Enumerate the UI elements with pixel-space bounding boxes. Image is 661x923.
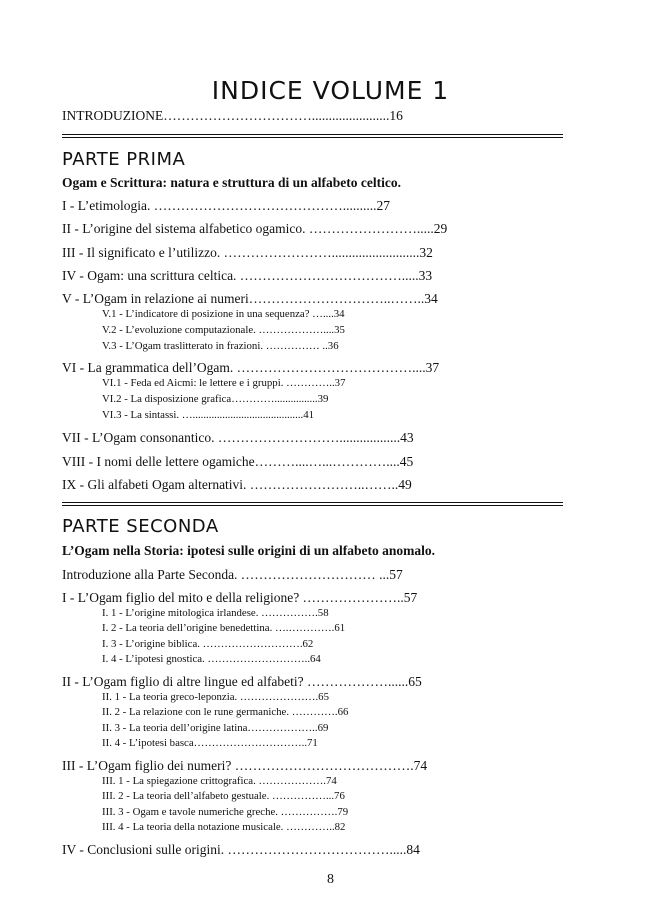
toc-entry: IX - Gli alfabeti Ogam alternativi. ……………………..……..49 [62,477,412,492]
part-subtitle: Ogam e Scrittura: natura e struttura di un alfabeto celtico. [62,175,401,190]
toc-entry: III - L’Ogam figlio dei numeri? ………………………………….74 [62,758,428,773]
toc-entry-introduzione: INTRODUZIONE…………………………….......................16 [62,108,403,123]
part-title: PARTE SECONDA [62,516,219,537]
toc-subentry: I. 4 - L’ipotesi gnostica. ………………………..64 [102,653,321,665]
toc-entry: Introduzione alla Parte Seconda. ………………………… ...57 [62,567,403,582]
toc-entry: II - L’Ogam figlio di altre lingue ed alfabeti? ………………......65 [62,674,422,689]
toc-subentry: III. 4 - La teoria della notazione musicale. …………..82 [102,821,346,833]
toc-subentry: VI.2 - La disposizione grafica…………................39 [102,393,329,405]
toc-entry: IV - Conclusioni sulle origini. ……………………………….....84 [62,842,420,857]
toc-subentry: I. 2 - La teoria dell’origine benedettina. ….………….61 [102,622,346,634]
page-title: INDICE VOLUME 1 [211,76,450,105]
toc-subentry: II. 3 - La teoria dell’origine latina………………..69 [102,722,329,734]
toc-entry: VII - L’Ogam consonantico. ………………………..................43 [62,430,414,445]
toc-subentry: I. 3 - L’origine biblica. ……………………….62 [102,638,314,650]
toc-subentry: II. 4 - L’ipotesi basca…………………………..71 [102,737,318,749]
toc-entry: II - L’origine del sistema alfabetico ogamico. …………………….....29 [62,221,448,236]
page-number: 8 [327,872,334,887]
toc-entry: VI - La grammatica dell’Ogam. …………………………………....37 [62,360,440,375]
toc-subentry: V.1 - L’indicatore di posizione in una sequenza? …....34 [102,308,345,320]
toc-subentry: V.3 - L’Ogam traslitterato in frazioni. …………… ..36 [102,340,339,352]
section-divider [62,502,563,506]
toc-entry: I - L’Ogam figlio del mito e della religione? …………………..57 [62,590,418,605]
toc-entry: I - L’etimologia. ……………………………………..........27 [62,198,390,213]
toc-entry: VIII - I nomi delle lettere ogamiche………....…...…………....45 [62,454,414,469]
toc-subentry: III. 3 - Ogam e tavole numeriche greche. …………….79 [102,806,349,818]
toc-entry: V - L’Ogam in relazione ai numeri…………………………..……..34 [62,291,438,306]
toc-subentry: I. 1 - L’origine mitologica irlandese. …………….58 [102,607,329,619]
toc-subentry: II. 2 - La relazione con le rune germaniche. ………….66 [102,706,349,718]
toc-subentry: III. 1 - La spiegazione crittografica. ……………….74 [102,775,337,787]
toc-subentry: II. 1 - La teoria greco-leponzia. ………………….65 [102,691,329,703]
part-subtitle: L’Ogam nella Storia: ipotesi sulle origini di un alfabeto anomalo. [62,543,436,558]
toc-entry: III - Il significato e l’utilizzo. ……………………..........................32 [62,245,433,260]
toc-subentry: VI.3 - La sintassi. ….........................................41 [102,409,315,421]
toc-subentry: V.2 - L’evoluzione computazionale. ………………....35 [102,324,345,336]
toc-subentry: III. 2 - La teoria dell’alfabeto gestuale. ……………...76 [102,790,345,802]
toc-entry: IV - Ogam: una scrittura celtica. ……………………………….....33 [62,268,433,283]
section-divider [62,134,563,138]
part-title: PARTE PRIMA [62,149,186,170]
toc-subentry: VI.1 - Feda ed Aicmi: le lettere e i gruppi. …………..37 [102,377,346,389]
